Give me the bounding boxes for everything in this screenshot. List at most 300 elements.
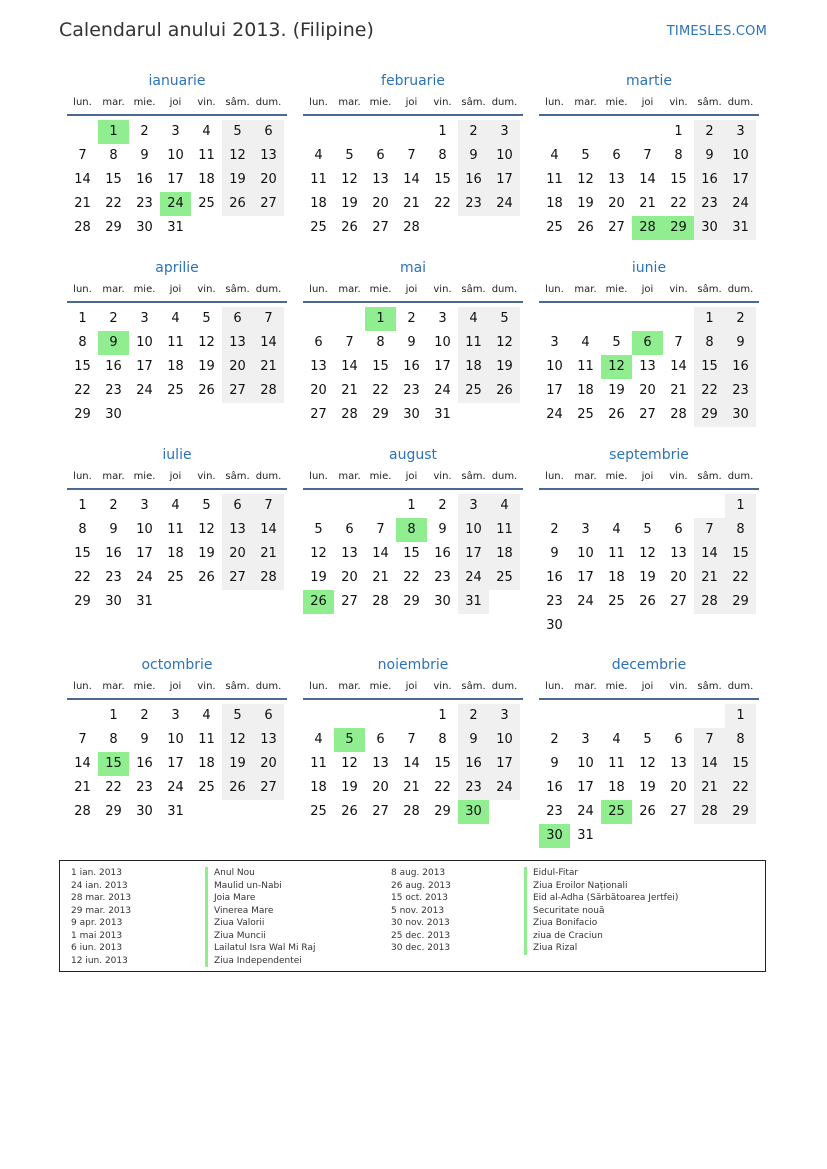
calendar-day[interactable]: 9 [550, 756, 559, 771]
calendar-day[interactable]: 8 [736, 732, 745, 747]
calendar-day[interactable]: 23 [136, 196, 153, 211]
calendar-day[interactable]: 14 [670, 359, 687, 374]
calendar-day[interactable]: 6 [376, 732, 385, 747]
calendar-day[interactable]: 8 [109, 148, 118, 163]
calendar-day[interactable]: 19 [198, 359, 215, 374]
calendar-day[interactable]: 2 [140, 708, 149, 723]
calendar-day[interactable]: 7 [407, 732, 416, 747]
calendar-day[interactable]: 10 [577, 756, 594, 771]
calendar-day[interactable]: 8 [109, 732, 118, 747]
calendar-day[interactable]: 4 [171, 498, 180, 513]
calendar-day[interactable]: 16 [136, 172, 153, 187]
calendar-day[interactable]: 13 [608, 172, 625, 187]
calendar-day[interactable]: 18 [198, 172, 215, 187]
holiday-day[interactable]: 6 [632, 331, 663, 355]
holiday-day[interactable]: 29 [663, 216, 694, 240]
calendar-day[interactable]: 9 [736, 335, 745, 350]
calendar-day[interactable]: 17 [732, 172, 749, 187]
calendar-day[interactable]: 21 [701, 780, 718, 795]
calendar-day[interactable]: 29 [105, 804, 122, 819]
calendar-day[interactable]: 1 [736, 498, 745, 513]
calendar-day[interactable]: 13 [229, 335, 246, 350]
calendar-day[interactable]: 16 [546, 780, 563, 795]
calendar-day[interactable]: 26 [341, 220, 358, 235]
calendar-day[interactable]: 24 [136, 383, 153, 398]
calendar-day[interactable]: 29 [403, 594, 420, 609]
calendar-day[interactable]: 28 [403, 804, 420, 819]
calendar-day[interactable]: 2 [407, 311, 416, 326]
calendar-day[interactable]: 8 [674, 148, 683, 163]
calendar-day[interactable]: 7 [376, 522, 385, 537]
calendar-day[interactable]: 25 [198, 780, 215, 795]
calendar-day[interactable]: 15 [74, 359, 91, 374]
calendar-day[interactable]: 10 [167, 732, 184, 747]
calendar-day[interactable]: 16 [105, 359, 122, 374]
calendar-day[interactable]: 26 [229, 196, 246, 211]
calendar-day[interactable]: 16 [465, 172, 482, 187]
calendar-day[interactable]: 25 [546, 220, 563, 235]
calendar-day[interactable]: 11 [310, 756, 327, 771]
holiday-day[interactable]: 1 [98, 120, 129, 144]
calendar-day[interactable]: 11 [465, 335, 482, 350]
calendar-day[interactable]: 18 [310, 196, 327, 211]
calendar-day[interactable]: 7 [345, 335, 354, 350]
calendar-day[interactable]: 14 [74, 172, 91, 187]
calendar-day[interactable]: 27 [260, 780, 277, 795]
calendar-day[interactable]: 3 [171, 124, 180, 139]
calendar-day[interactable]: 28 [74, 804, 91, 819]
calendar-day[interactable]: 26 [229, 780, 246, 795]
calendar-day[interactable]: 2 [109, 311, 118, 326]
calendar-day[interactable]: 26 [608, 407, 625, 422]
calendar-day[interactable]: 1 [78, 498, 87, 513]
calendar-day[interactable]: 4 [500, 498, 509, 513]
calendar-day[interactable]: 17 [496, 172, 513, 187]
calendar-day[interactable]: 31 [167, 804, 184, 819]
calendar-day[interactable]: 10 [577, 546, 594, 561]
calendar-day[interactable]: 8 [736, 522, 745, 537]
calendar-day[interactable]: 31 [434, 407, 451, 422]
calendar-day[interactable]: 5 [643, 522, 652, 537]
calendar-day[interactable]: 18 [608, 570, 625, 585]
calendar-day[interactable]: 27 [670, 804, 687, 819]
calendar-day[interactable]: 15 [372, 359, 389, 374]
calendar-day[interactable]: 21 [372, 570, 389, 585]
calendar-day[interactable]: 18 [198, 756, 215, 771]
brand-link[interactable]: TIMESLES.COM [666, 24, 767, 39]
calendar-day[interactable]: 29 [732, 804, 749, 819]
calendar-day[interactable]: 16 [701, 172, 718, 187]
calendar-day[interactable]: 12 [198, 522, 215, 537]
calendar-day[interactable]: 16 [434, 546, 451, 561]
calendar-day[interactable]: 20 [310, 383, 327, 398]
calendar-day[interactable]: 18 [608, 780, 625, 795]
calendar-day[interactable]: 22 [74, 570, 91, 585]
calendar-day[interactable]: 27 [229, 383, 246, 398]
calendar-day[interactable]: 8 [438, 732, 447, 747]
calendar-day[interactable]: 10 [496, 148, 513, 163]
calendar-day[interactable]: 1 [407, 498, 416, 513]
calendar-day[interactable]: 26 [496, 383, 513, 398]
calendar-day[interactable]: 21 [74, 780, 91, 795]
calendar-day[interactable]: 21 [341, 383, 358, 398]
calendar-day[interactable]: 28 [260, 570, 277, 585]
calendar-day[interactable]: 19 [639, 780, 656, 795]
calendar-day[interactable]: 22 [105, 196, 122, 211]
calendar-day[interactable]: 30 [136, 220, 153, 235]
calendar-day[interactable]: 9 [140, 148, 149, 163]
holiday-day[interactable]: 30 [458, 800, 489, 824]
calendar-day[interactable]: 22 [372, 383, 389, 398]
calendar-day[interactable]: 11 [198, 732, 215, 747]
calendar-day[interactable]: 11 [198, 148, 215, 163]
calendar-day[interactable]: 17 [577, 780, 594, 795]
calendar-day[interactable]: 2 [469, 708, 478, 723]
calendar-day[interactable]: 4 [612, 732, 621, 747]
calendar-day[interactable]: 15 [701, 359, 718, 374]
calendar-day[interactable]: 29 [105, 220, 122, 235]
calendar-day[interactable]: 10 [167, 148, 184, 163]
calendar-day[interactable]: 23 [465, 196, 482, 211]
calendar-day[interactable]: 28 [403, 220, 420, 235]
calendar-day[interactable]: 22 [701, 383, 718, 398]
calendar-day[interactable]: 16 [546, 570, 563, 585]
calendar-day[interactable]: 1 [438, 124, 447, 139]
calendar-day[interactable]: 24 [496, 780, 513, 795]
calendar-day[interactable]: 23 [105, 383, 122, 398]
calendar-day[interactable]: 20 [639, 383, 656, 398]
calendar-day[interactable]: 21 [670, 383, 687, 398]
calendar-day[interactable]: 14 [639, 172, 656, 187]
calendar-day[interactable]: 19 [229, 172, 246, 187]
calendar-day[interactable]: 7 [78, 148, 87, 163]
calendar-day[interactable]: 9 [705, 148, 714, 163]
calendar-day[interactable]: 2 [109, 498, 118, 513]
calendar-day[interactable]: 3 [500, 124, 509, 139]
calendar-day[interactable]: 20 [260, 172, 277, 187]
calendar-day[interactable]: 10 [434, 335, 451, 350]
calendar-day[interactable]: 23 [546, 594, 563, 609]
calendar-day[interactable]: 5 [643, 732, 652, 747]
calendar-day[interactable]: 3 [550, 335, 559, 350]
calendar-day[interactable]: 5 [233, 708, 242, 723]
calendar-day[interactable]: 13 [341, 546, 358, 561]
calendar-day[interactable]: 5 [233, 124, 242, 139]
holiday-day[interactable]: 25 [601, 800, 632, 824]
calendar-day[interactable]: 15 [670, 172, 687, 187]
calendar-day[interactable]: 29 [434, 804, 451, 819]
calendar-day[interactable]: 26 [198, 570, 215, 585]
calendar-day[interactable]: 24 [434, 383, 451, 398]
calendar-day[interactable]: 6 [376, 148, 385, 163]
calendar-day[interactable]: 7 [674, 335, 683, 350]
calendar-day[interactable]: 22 [670, 196, 687, 211]
calendar-day[interactable]: 1 [674, 124, 683, 139]
calendar-day[interactable]: 13 [670, 546, 687, 561]
calendar-day[interactable]: 12 [577, 172, 594, 187]
calendar-day[interactable]: 7 [407, 148, 416, 163]
calendar-day[interactable]: 25 [496, 570, 513, 585]
calendar-day[interactable]: 17 [434, 359, 451, 374]
calendar-day[interactable]: 5 [500, 311, 509, 326]
calendar-day[interactable]: 25 [167, 383, 184, 398]
calendar-day[interactable]: 26 [639, 594, 656, 609]
calendar-day[interactable]: 31 [732, 220, 749, 235]
holiday-day[interactable]: 24 [160, 192, 191, 216]
calendar-day[interactable]: 27 [608, 220, 625, 235]
calendar-day[interactable]: 6 [233, 498, 242, 513]
calendar-day[interactable]: 9 [438, 522, 447, 537]
calendar-day[interactable]: 3 [171, 708, 180, 723]
calendar-day[interactable]: 18 [167, 359, 184, 374]
calendar-day[interactable]: 9 [469, 148, 478, 163]
calendar-day[interactable]: 8 [78, 522, 87, 537]
calendar-day[interactable]: 19 [577, 196, 594, 211]
calendar-day[interactable]: 16 [136, 756, 153, 771]
calendar-day[interactable]: 23 [434, 570, 451, 585]
calendar-day[interactable]: 8 [78, 335, 87, 350]
calendar-day[interactable]: 11 [167, 335, 184, 350]
calendar-day[interactable]: 18 [496, 546, 513, 561]
calendar-day[interactable]: 25 [608, 594, 625, 609]
calendar-day[interactable]: 10 [136, 335, 153, 350]
calendar-day[interactable]: 4 [202, 708, 211, 723]
calendar-day[interactable]: 12 [198, 335, 215, 350]
calendar-day[interactable]: 25 [577, 407, 594, 422]
calendar-day[interactable]: 10 [136, 522, 153, 537]
calendar-day[interactable]: 21 [403, 780, 420, 795]
calendar-day[interactable]: 2 [550, 522, 559, 537]
calendar-day[interactable]: 12 [229, 732, 246, 747]
calendar-day[interactable]: 12 [341, 756, 358, 771]
calendar-day[interactable]: 28 [341, 407, 358, 422]
calendar-day[interactable]: 22 [434, 196, 451, 211]
calendar-day[interactable]: 11 [577, 359, 594, 374]
calendar-day[interactable]: 1 [438, 708, 447, 723]
calendar-day[interactable]: 13 [670, 756, 687, 771]
calendar-day[interactable]: 5 [345, 148, 354, 163]
calendar-day[interactable]: 31 [577, 828, 594, 843]
calendar-day[interactable]: 23 [701, 196, 718, 211]
calendar-day[interactable]: 30 [434, 594, 451, 609]
calendar-day[interactable]: 25 [465, 383, 482, 398]
calendar-day[interactable]: 9 [469, 732, 478, 747]
calendar-day[interactable]: 19 [639, 570, 656, 585]
calendar-day[interactable]: 2 [550, 732, 559, 747]
calendar-day[interactable]: 8 [705, 335, 714, 350]
calendar-day[interactable]: 20 [670, 570, 687, 585]
calendar-day[interactable]: 3 [140, 311, 149, 326]
calendar-day[interactable]: 19 [229, 756, 246, 771]
calendar-day[interactable]: 24 [496, 196, 513, 211]
calendar-day[interactable]: 16 [105, 546, 122, 561]
calendar-day[interactable]: 18 [546, 196, 563, 211]
calendar-day[interactable]: 10 [496, 732, 513, 747]
calendar-day[interactable]: 9 [109, 522, 118, 537]
calendar-day[interactable]: 20 [372, 780, 389, 795]
calendar-day[interactable]: 11 [608, 756, 625, 771]
calendar-day[interactable]: 30 [105, 407, 122, 422]
calendar-day[interactable]: 18 [310, 780, 327, 795]
calendar-day[interactable]: 3 [140, 498, 149, 513]
calendar-day[interactable]: 15 [74, 546, 91, 561]
calendar-day[interactable]: 28 [260, 383, 277, 398]
calendar-day[interactable]: 6 [264, 124, 273, 139]
calendar-day[interactable]: 7 [264, 311, 273, 326]
calendar-day[interactable]: 13 [260, 148, 277, 163]
calendar-day[interactable]: 24 [577, 804, 594, 819]
calendar-day[interactable]: 24 [577, 594, 594, 609]
calendar-day[interactable]: 18 [577, 383, 594, 398]
calendar-day[interactable]: 6 [612, 148, 621, 163]
calendar-day[interactable]: 12 [496, 335, 513, 350]
calendar-day[interactable]: 1 [78, 311, 87, 326]
calendar-day[interactable]: 2 [736, 311, 745, 326]
calendar-day[interactable]: 23 [465, 780, 482, 795]
calendar-day[interactable]: 12 [639, 756, 656, 771]
calendar-day[interactable]: 1 [736, 708, 745, 723]
calendar-day[interactable]: 11 [310, 172, 327, 187]
calendar-day[interactable]: 3 [736, 124, 745, 139]
calendar-day[interactable]: 20 [670, 780, 687, 795]
calendar-day[interactable]: 27 [310, 407, 327, 422]
calendar-day[interactable]: 4 [581, 335, 590, 350]
calendar-day[interactable]: 14 [403, 172, 420, 187]
calendar-day[interactable]: 27 [341, 594, 358, 609]
calendar-day[interactable]: 13 [639, 359, 656, 374]
calendar-day[interactable]: 5 [612, 335, 621, 350]
calendar-day[interactable]: 9 [407, 335, 416, 350]
calendar-day[interactable]: 7 [705, 732, 714, 747]
calendar-day[interactable]: 2 [140, 124, 149, 139]
calendar-day[interactable]: 28 [701, 804, 718, 819]
calendar-day[interactable]: 12 [639, 546, 656, 561]
calendar-day[interactable]: 21 [639, 196, 656, 211]
calendar-day[interactable]: 21 [260, 359, 277, 374]
holiday-day[interactable]: 12 [601, 355, 632, 379]
calendar-day[interactable]: 23 [546, 804, 563, 819]
calendar-day[interactable]: 5 [581, 148, 590, 163]
calendar-day[interactable]: 20 [341, 570, 358, 585]
calendar-day[interactable]: 12 [341, 172, 358, 187]
calendar-day[interactable]: 21 [74, 196, 91, 211]
calendar-day[interactable]: 15 [732, 756, 749, 771]
calendar-day[interactable]: 5 [202, 311, 211, 326]
calendar-day[interactable]: 14 [701, 756, 718, 771]
calendar-day[interactable]: 6 [345, 522, 354, 537]
calendar-day[interactable]: 3 [438, 311, 447, 326]
calendar-day[interactable]: 17 [577, 570, 594, 585]
calendar-day[interactable]: 14 [260, 522, 277, 537]
calendar-day[interactable]: 10 [546, 359, 563, 374]
holiday-day[interactable]: 15 [98, 752, 129, 776]
calendar-day[interactable]: 23 [732, 383, 749, 398]
calendar-day[interactable]: 26 [341, 804, 358, 819]
calendar-day[interactable]: 28 [74, 220, 91, 235]
calendar-day[interactable]: 15 [403, 546, 420, 561]
calendar-day[interactable]: 11 [608, 546, 625, 561]
calendar-day[interactable]: 29 [732, 594, 749, 609]
calendar-day[interactable]: 28 [372, 594, 389, 609]
calendar-day[interactable]: 14 [341, 359, 358, 374]
holiday-day[interactable]: 28 [632, 216, 663, 240]
calendar-day[interactable]: 19 [608, 383, 625, 398]
calendar-day[interactable]: 23 [136, 780, 153, 795]
calendar-day[interactable]: 22 [732, 780, 749, 795]
calendar-day[interactable]: 17 [496, 756, 513, 771]
calendar-day[interactable]: 17 [167, 172, 184, 187]
calendar-day[interactable]: 4 [314, 148, 323, 163]
calendar-day[interactable]: 22 [403, 570, 420, 585]
calendar-day[interactable]: 15 [434, 756, 451, 771]
calendar-day[interactable]: 4 [202, 124, 211, 139]
calendar-day[interactable]: 13 [229, 522, 246, 537]
calendar-day[interactable]: 14 [260, 335, 277, 350]
calendar-day[interactable]: 6 [674, 522, 683, 537]
calendar-day[interactable]: 7 [643, 148, 652, 163]
calendar-day[interactable]: 15 [434, 172, 451, 187]
calendar-day[interactable]: 14 [372, 546, 389, 561]
calendar-day[interactable]: 15 [105, 172, 122, 187]
calendar-day[interactable]: 30 [403, 407, 420, 422]
calendar-day[interactable]: 1 [109, 708, 118, 723]
calendar-day[interactable]: 27 [372, 804, 389, 819]
calendar-day[interactable]: 5 [202, 498, 211, 513]
calendar-day[interactable]: 26 [198, 383, 215, 398]
calendar-day[interactable]: 19 [310, 570, 327, 585]
calendar-day[interactable]: 30 [136, 804, 153, 819]
holiday-day[interactable]: 8 [396, 518, 427, 542]
calendar-day[interactable]: 25 [198, 196, 215, 211]
holiday-day[interactable]: 5 [334, 728, 365, 752]
calendar-day[interactable]: 14 [701, 546, 718, 561]
calendar-day[interactable]: 17 [465, 546, 482, 561]
calendar-day[interactable]: 11 [546, 172, 563, 187]
calendar-day[interactable]: 9 [140, 732, 149, 747]
calendar-day[interactable]: 16 [732, 359, 749, 374]
calendar-day[interactable]: 7 [78, 732, 87, 747]
calendar-day[interactable]: 4 [550, 148, 559, 163]
calendar-day[interactable]: 13 [372, 172, 389, 187]
calendar-day[interactable]: 20 [372, 196, 389, 211]
calendar-day[interactable]: 14 [403, 756, 420, 771]
calendar-day[interactable]: 29 [74, 407, 91, 422]
calendar-day[interactable]: 20 [229, 546, 246, 561]
calendar-day[interactable]: 1 [705, 311, 714, 326]
calendar-day[interactable]: 11 [167, 522, 184, 537]
calendar-day[interactable]: 29 [701, 407, 718, 422]
calendar-day[interactable]: 2 [438, 498, 447, 513]
calendar-day[interactable]: 19 [496, 359, 513, 374]
calendar-day[interactable]: 24 [136, 570, 153, 585]
calendar-day[interactable]: 25 [167, 570, 184, 585]
calendar-day[interactable]: 24 [546, 407, 563, 422]
calendar-day[interactable]: 23 [105, 570, 122, 585]
calendar-day[interactable]: 10 [465, 522, 482, 537]
calendar-day[interactable]: 17 [167, 756, 184, 771]
calendar-day[interactable]: 21 [260, 546, 277, 561]
calendar-day[interactable]: 22 [732, 570, 749, 585]
calendar-day[interactable]: 7 [264, 498, 273, 513]
calendar-day[interactable]: 27 [639, 407, 656, 422]
calendar-day[interactable]: 2 [705, 124, 714, 139]
calendar-day[interactable]: 31 [465, 594, 482, 609]
calendar-day[interactable]: 20 [260, 756, 277, 771]
calendar-day[interactable]: 31 [167, 220, 184, 235]
calendar-day[interactable]: 22 [105, 780, 122, 795]
calendar-day[interactable]: 18 [465, 359, 482, 374]
calendar-day[interactable]: 7 [705, 522, 714, 537]
